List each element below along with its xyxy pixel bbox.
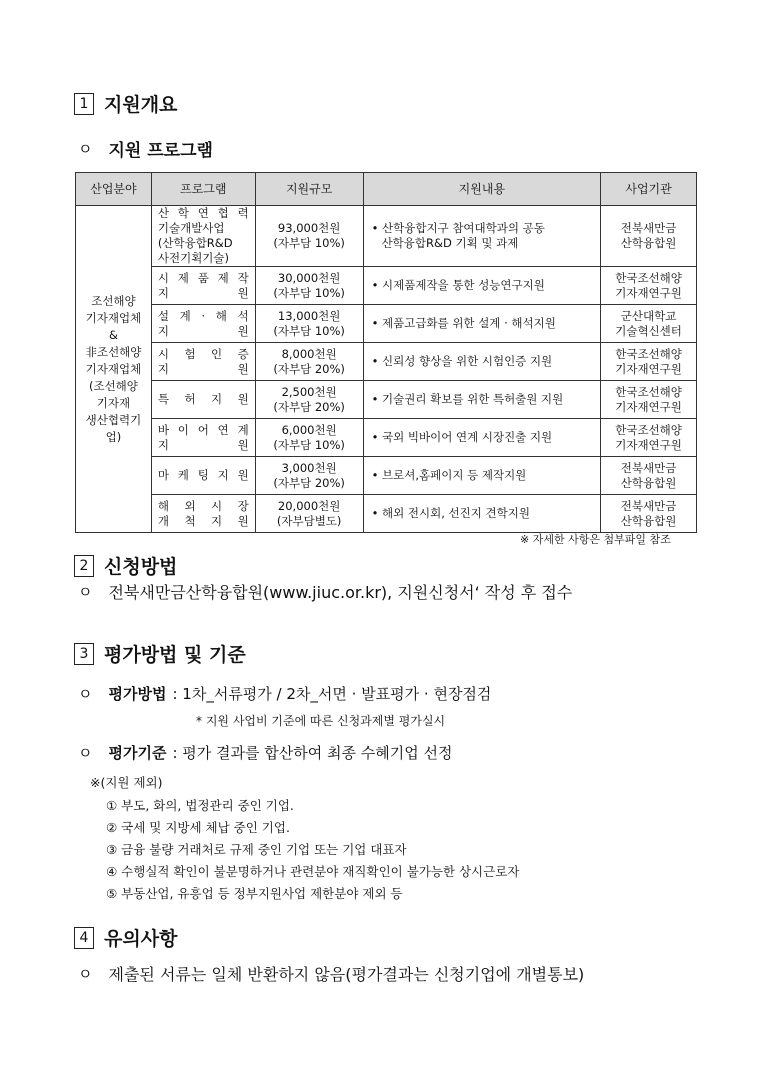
scale-cell: 6,000천원 (자부담 10%): [255, 419, 363, 457]
exclusion-heading: ※(지원 제외): [90, 775, 163, 790]
program-cell: 해 외 시 장 개 척 지 원: [151, 495, 255, 533]
header-scale: 지원규모: [255, 173, 363, 206]
section-title: 신청방법: [104, 556, 178, 578]
section-number-box: 2: [74, 555, 94, 577]
method-note: * 지원 사업비 기준에 따른 신청과제별 평가실시: [196, 714, 446, 728]
table-row: [76, 419, 697, 457]
apply-text: 전북새만금산학융합원(www.jiuc.or.kr), 지원신청서‘ 작성 후 접수: [108, 583, 573, 602]
scale-cell: 8,000천원 (자부담 20%): [255, 343, 363, 381]
criteria-text: : 평가 결과를 합산하여 최종 수혜기업 선정: [172, 744, 453, 762]
table-row: [76, 343, 697, 381]
program-cell: 특 허 지 원: [151, 381, 255, 419]
bullet-glyph: ㅇ: [78, 965, 93, 983]
overview-subtitle-line: [78, 136, 213, 161]
bullet-glyph: ㅇ: [78, 744, 93, 762]
list-item: ④ 수행실적 확인이 불분명하거나 관련분야 재직확인이 불가능한 상시근로자: [106, 864, 520, 879]
content-cell: • 기술권리 확보를 위한 특허출원 지원: [363, 381, 601, 419]
section-title: 평가방법 및 기준: [104, 644, 246, 666]
scale-cell: 93,000천원 (자부담 10%): [255, 206, 363, 267]
bullet-glyph: ㅇ: [78, 140, 93, 158]
org-cell: 전북새만금 산학융합원: [601, 495, 697, 533]
table-row: [76, 305, 697, 343]
criteria-line: [78, 742, 452, 763]
section-number-box: 3: [74, 643, 94, 665]
table-row: [76, 206, 697, 267]
content-cell: • 국외 빅바이어 연계 시장진출 지원: [363, 419, 601, 457]
org-cell: 군산대학교 기술혁신센터: [601, 305, 697, 343]
section-number-box: 1: [74, 93, 94, 115]
scale-cell: 2,500천원 (자부담 20%): [255, 381, 363, 419]
content-cell: • 산학융합지구 참여대학과의 공동 산학융합R&D 기획 및 과제: [363, 206, 601, 267]
section-4-heading: [74, 924, 177, 951]
org-cell: 한국조선해양 기자재연구원: [601, 381, 697, 419]
section-1-heading: [74, 90, 177, 117]
program-cell: 바 이 어 연 계 지 원: [151, 419, 255, 457]
header-content: 지원내용: [363, 173, 601, 206]
notice-text: 제출된 서류는 일체 반환하지 않음(평가결과는 신청기업에 개별통보): [108, 965, 585, 984]
list-item: ⑤ 부동산업, 유흥업 등 정부지원사업 제한분야 제외 등: [106, 886, 403, 901]
section-title: 지원개요: [104, 94, 178, 116]
list-item: ① 부도, 화의, 법정관리 중인 기업.: [106, 798, 294, 813]
industry-field-cell: 조선해양 기자재업체 & 非조선해양 기자재업체 (조선해양 기자재 생산협력기업): [76, 206, 152, 533]
section-2-heading: [74, 552, 177, 579]
criteria-label: 평가기준: [108, 744, 167, 762]
org-cell: 전북새만금 산학융합원: [601, 457, 697, 495]
program-cell: 설 계 · 해 석 지 원: [151, 305, 255, 343]
program-cell: 시 험 인 증 지 원: [151, 343, 255, 381]
list-item: ③ 금융 불량 거래처로 규제 중인 기업 또는 기업 대표자: [106, 842, 407, 857]
bullet-glyph: ㅇ: [78, 685, 93, 703]
table-header-row: [76, 173, 697, 206]
scale-cell: 3,000천원 (자부담 20%): [255, 457, 363, 495]
org-cell: 한국조선해양 기자재연구원: [601, 267, 697, 305]
table-row: [76, 381, 697, 419]
table-note: ※ 자세한 사항은 첨부파일 참조: [520, 533, 671, 546]
program-cell: 산 학 연 협 력 기술개발사업 (산학융합R&D 사전기획기술): [151, 206, 255, 267]
content-cell: • 시제품제작을 통한 성능연구지원: [363, 267, 601, 305]
header-program: 프로그램: [151, 173, 255, 206]
scale-cell: 13,000천원 (자부담 10%): [255, 305, 363, 343]
section-3-heading: [74, 640, 246, 667]
header-field: 산업분야: [76, 173, 152, 206]
scale-cell: 30,000천원 (자부담 10%): [255, 267, 363, 305]
table-row: [76, 267, 697, 305]
program-table: [75, 172, 697, 533]
program-subtitle: 지원 프로그램: [108, 141, 213, 161]
content-cell: • 브로셔,홈페이지 등 제작지원: [363, 457, 601, 495]
org-cell: 한국조선해양 기자재연구원: [601, 343, 697, 381]
table-row: [76, 495, 697, 533]
content-cell: • 해외 전시회, 선진지 견학지원: [363, 495, 601, 533]
section-title: 유의사항: [104, 928, 178, 950]
method-line: [78, 683, 491, 704]
section-number-box: 4: [74, 927, 94, 949]
scale-cell: 20,000천원 (자부담별도): [255, 495, 363, 533]
content-cell: • 신뢰성 향상을 위한 시험인증 지원: [363, 343, 601, 381]
method-label: 평가방법: [108, 685, 167, 703]
org-cell: 한국조선해양 기자재연구원: [601, 419, 697, 457]
program-cell: 시 제 품 제 작 지 원: [151, 267, 255, 305]
bullet-glyph: ㅇ: [78, 583, 93, 601]
content-cell: • 제품고급화를 위한 설계 · 해석지원: [363, 305, 601, 343]
method-text: : 1차_서류평가 / 2차_서면 · 발표평가 · 현장점검: [172, 685, 492, 703]
program-cell: 마 케 팅 지 원: [151, 457, 255, 495]
org-cell: 전북새만금 산학융합원: [601, 206, 697, 267]
notice-line: [78, 962, 584, 985]
list-item: ② 국세 및 지방세 체납 중인 기업.: [106, 820, 290, 835]
table-row: [76, 457, 697, 495]
header-org: 사업기관: [601, 173, 697, 206]
apply-line: [78, 580, 572, 603]
